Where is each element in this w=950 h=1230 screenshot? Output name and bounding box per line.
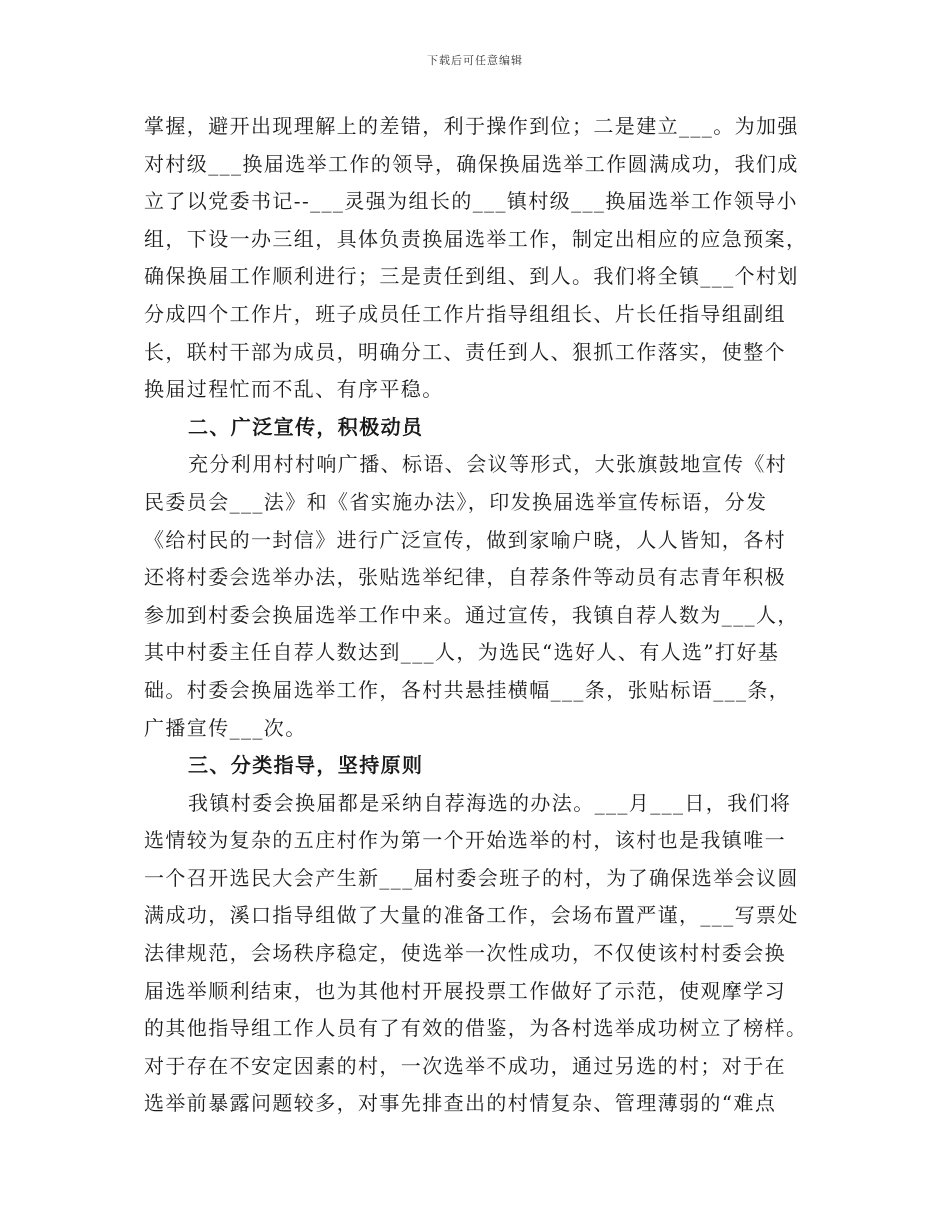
- text-line: 选情较为复杂的五庄村作为第一个开始选举的村，该村也是我镇唯一: [144, 828, 786, 853]
- text-line: 础。村委会换届选举工作，各村共悬挂横幅___条，张贴标语___条，: [144, 677, 791, 702]
- text-line: 还将村委会选举办法，张贴选举纪律，自荐条件等动员有志青年积极: [144, 565, 786, 590]
- paragraph-1: [144, 108, 810, 409]
- text-line: 确保换届工作顺利进行；三是责任到组、到人。我们将全镇___个村划: [144, 264, 799, 289]
- text-line: 对村级___换届选举工作的领导，确保换届选举工作圆满成功，我们成: [144, 151, 799, 176]
- text-line: 法律规范，会场秩序稳定，使选举一次性成功，不仅使该村村委会换: [144, 941, 786, 966]
- text-line: 掌握，避开出现理解上的差错，利于操作到位；二是建立___。为加强: [144, 114, 799, 138]
- text-line: 换届过程忙而不乱、有序平稳。: [144, 377, 444, 402]
- text-line: 广播宣传___次。: [144, 715, 307, 740]
- page-header: 下载后可任意编辑: [427, 54, 523, 67]
- text-line: 参加到村委会换届选举工作中来。通过宣传，我镇自荐人数为___人，: [144, 602, 799, 627]
- text-line: 其中村委主任自荐人数达到___人，为选民“选好人、有人选”打好基: [144, 640, 780, 665]
- text-line: 立了以党委书记--___灵强为组长的___镇村级___换届选举工作领导小: [144, 189, 798, 214]
- text-line: 满成功，溪口指导组做了大量的准备工作，会场布置严谨，___写票处: [144, 903, 799, 928]
- section-heading-2: 二、广泛宣传，积极动员: [188, 414, 424, 439]
- text-line: 届选举顺利结束，也为其他村开展投票工作做好了示范，使观摩学习: [144, 978, 786, 1003]
- text-line: 组，下设一办三组，具体负责换届选举工作，制定出相应的应急预案，: [144, 226, 808, 251]
- text-line: 的其他指导组工作人员有了有效的借鉴，为各村选举成功树立了榜样。: [144, 1016, 808, 1041]
- text-line: 一个召开选民大会产生新___届村委会班子的村，为了确保选举会议圆: [144, 865, 799, 890]
- text-line: 《给村民的一封信》进行广泛宣传，做到家喻户晓，人人皆知，各村: [144, 527, 786, 552]
- text-line: 对于存在不安定因素的村，一次选举不成功，通过另选的村；对于在: [144, 1053, 786, 1078]
- text-line: 民委员会___法》和《省实施办法》，印发换届选举宣传标语，分发: [144, 489, 768, 514]
- paragraph-2: [144, 446, 810, 747]
- paragraph-3: [144, 785, 810, 1123]
- text-line: 充分利用村村响广播、标语、会议等形式，大张旗鼓地宣传《村: [188, 452, 788, 477]
- text-line: 选举前暴露问题较多，对事先排查出的村情复杂、管理薄弱的“难点: [144, 1091, 777, 1116]
- document-body: [144, 108, 810, 1123]
- text-line: 分成四个工作片，班子成员任工作片指导组组长、片长任指导组副组: [144, 301, 786, 326]
- text-line: 我镇村委会换届都是采纳自荐海选的办法。___月___日，我们将: [188, 790, 792, 815]
- section-heading-3: 三、分类指导，坚持原则: [188, 753, 424, 778]
- text-line: 长，联村干部为成员，明确分工、责任到人、狠抓工作落实，使整个: [144, 339, 786, 364]
